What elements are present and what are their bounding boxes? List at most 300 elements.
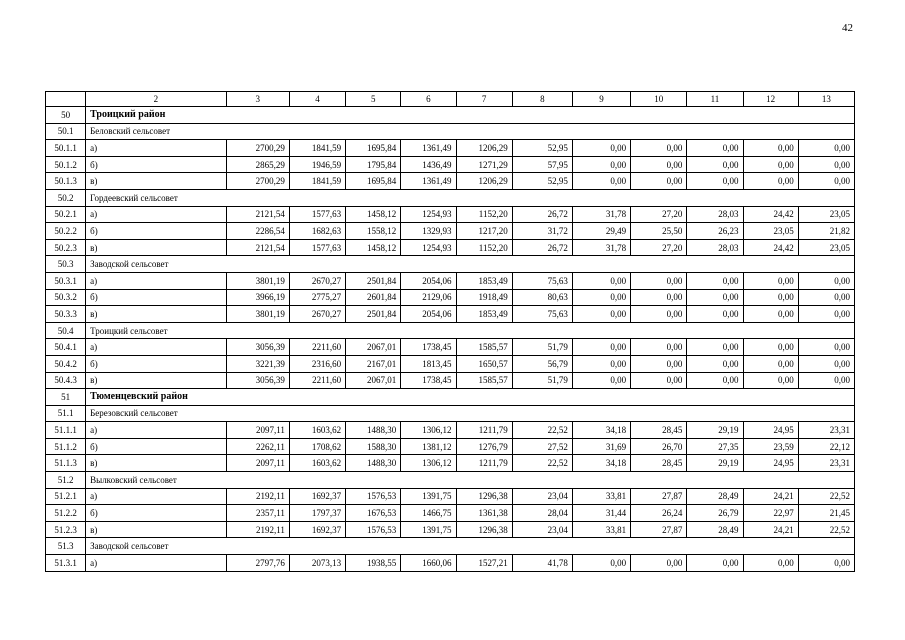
value-cell: 0,00 (687, 339, 743, 356)
value-cell: 1946,59 (289, 156, 345, 173)
value-cell: 1695,84 (346, 140, 401, 157)
value-cell: 1361,49 (401, 140, 456, 157)
value-cell: 0,00 (687, 306, 743, 323)
value-cell: 0,00 (631, 140, 687, 157)
value-cell: 2262,11 (226, 438, 289, 455)
value-cell: 22,12 (798, 438, 854, 455)
value-cell: 1206,29 (456, 140, 512, 157)
row-code: 50.2.2 (46, 223, 86, 240)
value-cell: 2501,84 (346, 272, 401, 289)
header-cell: 9 (572, 92, 630, 107)
variant-label: а) (86, 555, 227, 572)
row-code: 51.2.1 (46, 488, 86, 505)
value-cell: 1458,12 (346, 239, 401, 256)
value-cell: 24,95 (743, 422, 798, 439)
row-code: 50.1.1 (46, 140, 86, 157)
header-cell: 4 (289, 92, 345, 107)
value-cell: 0,00 (798, 272, 854, 289)
value-cell: 1576,53 (346, 521, 401, 538)
settlement-row (46, 123, 855, 140)
value-cell: 22,97 (743, 505, 798, 522)
value-cell: 1853,49 (456, 272, 512, 289)
table-row (46, 488, 855, 505)
value-cell: 0,00 (743, 555, 798, 572)
value-cell: 1329,93 (401, 223, 456, 240)
variant-label: в) (86, 239, 227, 256)
header-cell: 13 (798, 92, 854, 107)
value-cell: 2129,06 (401, 289, 456, 306)
value-cell: 1254,93 (401, 239, 456, 256)
value-cell: 0,00 (743, 289, 798, 306)
settlement-name: Вылковский сельсовет (86, 472, 855, 489)
table-row (46, 289, 855, 306)
value-cell: 51,79 (512, 339, 572, 356)
table-row (46, 239, 855, 256)
table-row (46, 306, 855, 323)
value-cell: 1841,59 (289, 140, 345, 157)
district-row (46, 389, 855, 406)
value-cell: 1797,37 (289, 505, 345, 522)
settlement-row (46, 256, 855, 273)
value-cell: 0,00 (572, 372, 630, 389)
value-cell: 0,00 (631, 272, 687, 289)
value-cell: 80,63 (512, 289, 572, 306)
value-cell: 27,20 (631, 239, 687, 256)
value-cell: 2670,27 (289, 306, 345, 323)
value-cell: 34,18 (572, 422, 630, 439)
value-cell: 0,00 (572, 140, 630, 157)
value-cell: 0,00 (572, 339, 630, 356)
value-cell: 22,52 (798, 521, 854, 538)
value-cell: 0,00 (687, 555, 743, 572)
value-cell: 24,42 (743, 239, 798, 256)
row-code: 51.1.2 (46, 438, 86, 455)
table-row (46, 521, 855, 538)
value-cell: 52,95 (512, 173, 572, 190)
value-cell: 2121,54 (226, 239, 289, 256)
value-cell: 51,79 (512, 372, 572, 389)
value-cell: 0,00 (743, 140, 798, 157)
value-cell: 0,00 (798, 555, 854, 572)
page-number: 42 (842, 22, 853, 34)
value-cell: 2192,11 (226, 488, 289, 505)
row-code: 51.1 (46, 405, 86, 422)
value-cell: 28,03 (687, 239, 743, 256)
value-cell: 2865,29 (226, 156, 289, 173)
variant-label: б) (86, 355, 227, 372)
header-cell: 7 (456, 92, 512, 107)
settlement-row (46, 322, 855, 339)
row-code: 50.1.3 (46, 173, 86, 190)
variant-label: б) (86, 156, 227, 173)
value-cell: 1676,53 (346, 505, 401, 522)
header-cell (46, 92, 86, 107)
value-cell: 1585,57 (456, 339, 512, 356)
table-row (46, 272, 855, 289)
variant-label: б) (86, 289, 227, 306)
value-cell: 1211,79 (456, 455, 512, 472)
row-code: 50.3.3 (46, 306, 86, 323)
value-cell: 75,63 (512, 306, 572, 323)
value-cell: 22,52 (798, 488, 854, 505)
value-cell: 26,23 (687, 223, 743, 240)
row-code: 50 (46, 107, 86, 124)
value-cell: 31,78 (572, 206, 630, 223)
value-cell: 1841,59 (289, 173, 345, 190)
value-cell: 1738,45 (401, 339, 456, 356)
table-row (46, 140, 855, 157)
value-cell: 23,05 (743, 223, 798, 240)
value-cell: 0,00 (631, 289, 687, 306)
value-cell: 1391,75 (401, 488, 456, 505)
value-cell: 0,00 (687, 272, 743, 289)
value-cell: 1381,12 (401, 438, 456, 455)
table-row (46, 206, 855, 223)
value-cell: 0,00 (572, 156, 630, 173)
row-code: 51.2.3 (46, 521, 86, 538)
variant-label: а) (86, 422, 227, 439)
value-cell: 56,79 (512, 355, 572, 372)
value-cell: 27,20 (631, 206, 687, 223)
value-cell: 23,04 (512, 488, 572, 505)
value-cell: 2316,60 (289, 355, 345, 372)
table-row (46, 339, 855, 356)
value-cell: 1577,63 (289, 239, 345, 256)
value-cell: 1738,45 (401, 372, 456, 389)
variant-label: в) (86, 455, 227, 472)
value-cell: 3221,39 (226, 355, 289, 372)
table-row (46, 372, 855, 389)
value-cell: 24,95 (743, 455, 798, 472)
value-cell: 1488,30 (346, 455, 401, 472)
value-cell: 2501,84 (346, 306, 401, 323)
value-cell: 1588,30 (346, 438, 401, 455)
value-cell: 26,79 (687, 505, 743, 522)
variant-label: а) (86, 272, 227, 289)
value-cell: 2700,29 (226, 140, 289, 157)
value-cell: 1577,63 (289, 206, 345, 223)
value-cell: 21,82 (798, 223, 854, 240)
value-cell: 1254,93 (401, 206, 456, 223)
value-cell: 3801,19 (226, 272, 289, 289)
value-cell: 24,21 (743, 488, 798, 505)
variant-label: а) (86, 206, 227, 223)
value-cell: 2067,01 (346, 339, 401, 356)
value-cell: 0,00 (572, 355, 630, 372)
value-cell: 2054,06 (401, 272, 456, 289)
row-code: 50.4 (46, 322, 86, 339)
settlement-row (46, 405, 855, 422)
table-row (46, 223, 855, 240)
header-cell: 10 (631, 92, 687, 107)
value-cell: 1152,20 (456, 206, 512, 223)
settlement-row (46, 189, 855, 206)
value-cell: 0,00 (687, 140, 743, 157)
value-cell: 1692,37 (289, 521, 345, 538)
value-cell: 29,49 (572, 223, 630, 240)
value-cell: 2601,84 (346, 289, 401, 306)
row-code: 50.2.3 (46, 239, 86, 256)
value-cell: 33,81 (572, 521, 630, 538)
value-cell: 1576,53 (346, 488, 401, 505)
header-cell: 12 (743, 92, 798, 107)
settlement-name: Троицкий сельсовет (86, 322, 855, 339)
value-cell: 26,24 (631, 505, 687, 522)
header-cell: 5 (346, 92, 401, 107)
value-cell: 0,00 (687, 156, 743, 173)
district-row (46, 107, 855, 124)
value-cell: 1306,12 (401, 422, 456, 439)
value-cell: 1692,37 (289, 488, 345, 505)
value-cell: 2670,27 (289, 272, 345, 289)
value-cell: 28,45 (631, 422, 687, 439)
value-cell: 2211,60 (289, 372, 345, 389)
value-cell: 1603,62 (289, 422, 345, 439)
value-cell: 0,00 (572, 306, 630, 323)
value-cell: 1708,62 (289, 438, 345, 455)
value-cell: 24,21 (743, 521, 798, 538)
value-cell: 1296,38 (456, 488, 512, 505)
value-cell: 1276,79 (456, 438, 512, 455)
value-cell: 26,72 (512, 206, 572, 223)
header-cell: 2 (86, 92, 227, 107)
value-cell: 23,05 (798, 239, 854, 256)
header-cell: 3 (226, 92, 289, 107)
table-row (46, 555, 855, 572)
value-cell: 29,19 (687, 455, 743, 472)
row-code: 51.2 (46, 472, 86, 489)
value-cell: 27,52 (512, 438, 572, 455)
value-cell: 2700,29 (226, 173, 289, 190)
value-cell: 1558,12 (346, 223, 401, 240)
district-name: Тюменцевский район (86, 389, 855, 406)
row-code: 50.3.1 (46, 272, 86, 289)
value-cell: 2054,06 (401, 306, 456, 323)
value-cell: 1458,12 (346, 206, 401, 223)
value-cell: 27,35 (687, 438, 743, 455)
value-cell: 0,00 (687, 355, 743, 372)
row-code: 50.2 (46, 189, 86, 206)
value-cell: 2192,11 (226, 521, 289, 538)
value-cell: 1271,29 (456, 156, 512, 173)
row-code: 50.1 (46, 123, 86, 140)
value-cell: 1682,63 (289, 223, 345, 240)
settlement-name: Беловский сельсовет (86, 123, 855, 140)
table-row (46, 505, 855, 522)
variant-label: а) (86, 339, 227, 356)
value-cell: 23,31 (798, 455, 854, 472)
variant-label: б) (86, 505, 227, 522)
value-cell: 1650,57 (456, 355, 512, 372)
value-cell: 2097,11 (226, 455, 289, 472)
value-cell: 0,00 (631, 339, 687, 356)
value-cell: 0,00 (743, 306, 798, 323)
value-cell: 2097,11 (226, 422, 289, 439)
value-cell: 1527,21 (456, 555, 512, 572)
value-cell: 0,00 (572, 272, 630, 289)
value-cell: 1918,49 (456, 289, 512, 306)
value-cell: 28,49 (687, 521, 743, 538)
value-cell: 1660,06 (401, 555, 456, 572)
value-cell: 0,00 (631, 156, 687, 173)
value-cell: 25,50 (631, 223, 687, 240)
tariff-table (45, 91, 855, 572)
settlement-row (46, 472, 855, 489)
value-cell: 0,00 (798, 372, 854, 389)
value-cell: 1361,38 (456, 505, 512, 522)
value-cell: 1795,84 (346, 156, 401, 173)
value-cell: 57,95 (512, 156, 572, 173)
value-cell: 1391,75 (401, 521, 456, 538)
value-cell: 1853,49 (456, 306, 512, 323)
value-cell: 1938,55 (346, 555, 401, 572)
value-cell: 1296,38 (456, 521, 512, 538)
value-cell: 1813,45 (401, 355, 456, 372)
table-row (46, 455, 855, 472)
value-cell: 0,00 (631, 372, 687, 389)
value-cell: 0,00 (572, 173, 630, 190)
value-cell: 23,04 (512, 521, 572, 538)
row-code: 51.3 (46, 538, 86, 555)
value-cell: 23,31 (798, 422, 854, 439)
value-cell: 0,00 (798, 339, 854, 356)
row-code: 50.3 (46, 256, 86, 273)
value-cell: 0,00 (687, 372, 743, 389)
settlement-name: Березовский сельсовет (86, 405, 855, 422)
value-cell: 2073,13 (289, 555, 345, 572)
value-cell: 27,87 (631, 521, 687, 538)
row-code: 51.2.2 (46, 505, 86, 522)
value-cell: 31,78 (572, 239, 630, 256)
value-cell: 31,72 (512, 223, 572, 240)
variant-label: в) (86, 521, 227, 538)
row-code: 50.4.3 (46, 372, 86, 389)
value-cell: 26,70 (631, 438, 687, 455)
value-cell: 0,00 (631, 173, 687, 190)
value-cell: 2797,76 (226, 555, 289, 572)
value-cell: 0,00 (743, 156, 798, 173)
value-cell: 27,87 (631, 488, 687, 505)
value-cell: 1585,57 (456, 372, 512, 389)
value-cell: 1217,20 (456, 223, 512, 240)
table-row (46, 156, 855, 173)
row-code: 51 (46, 389, 86, 406)
value-cell: 1603,62 (289, 455, 345, 472)
value-cell: 0,00 (631, 355, 687, 372)
header-cell: 11 (687, 92, 743, 107)
value-cell: 0,00 (572, 555, 630, 572)
value-cell: 2775,27 (289, 289, 345, 306)
value-cell: 0,00 (798, 355, 854, 372)
value-cell: 2121,54 (226, 206, 289, 223)
variant-label: а) (86, 140, 227, 157)
value-cell: 1361,49 (401, 173, 456, 190)
variant-label: а) (86, 488, 227, 505)
row-code: 50.1.2 (46, 156, 86, 173)
settlement-name: Заводской сельсовет (86, 538, 855, 555)
value-cell: 24,42 (743, 206, 798, 223)
value-cell: 28,45 (631, 455, 687, 472)
value-cell: 33,81 (572, 488, 630, 505)
value-cell: 0,00 (743, 372, 798, 389)
value-cell: 0,00 (743, 272, 798, 289)
header-cell: 8 (512, 92, 572, 107)
row-code: 50.3.2 (46, 289, 86, 306)
variant-label: в) (86, 306, 227, 323)
value-cell: 0,00 (798, 156, 854, 173)
value-cell: 34,18 (572, 455, 630, 472)
value-cell: 0,00 (687, 173, 743, 190)
settlement-name: Заводской сельсовет (86, 256, 855, 273)
value-cell: 0,00 (798, 306, 854, 323)
value-cell: 1206,29 (456, 173, 512, 190)
value-cell: 2357,11 (226, 505, 289, 522)
table-row (46, 438, 855, 455)
value-cell: 75,63 (512, 272, 572, 289)
value-cell: 1211,79 (456, 422, 512, 439)
value-cell: 28,03 (687, 206, 743, 223)
row-code: 50.2.1 (46, 206, 86, 223)
value-cell: 28,04 (512, 505, 572, 522)
value-cell: 1152,20 (456, 239, 512, 256)
row-code: 51.1.1 (46, 422, 86, 439)
value-cell: 0,00 (743, 339, 798, 356)
variant-label: б) (86, 438, 227, 455)
value-cell: 52,95 (512, 140, 572, 157)
value-cell: 1695,84 (346, 173, 401, 190)
value-cell: 26,72 (512, 239, 572, 256)
value-cell: 28,49 (687, 488, 743, 505)
value-cell: 0,00 (687, 289, 743, 306)
value-cell: 0,00 (798, 289, 854, 306)
row-code: 51.1.3 (46, 455, 86, 472)
value-cell: 22,52 (512, 455, 572, 472)
variant-label: в) (86, 173, 227, 190)
value-cell: 22,52 (512, 422, 572, 439)
table-row (46, 173, 855, 190)
value-cell: 1306,12 (401, 455, 456, 472)
value-cell: 23,59 (743, 438, 798, 455)
value-cell: 23,05 (798, 206, 854, 223)
row-code: 50.4.1 (46, 339, 86, 356)
row-code: 50.4.2 (46, 355, 86, 372)
value-cell: 31,44 (572, 505, 630, 522)
value-cell: 0,00 (572, 289, 630, 306)
value-cell: 0,00 (798, 140, 854, 157)
value-cell: 2167,01 (346, 355, 401, 372)
value-cell: 3801,19 (226, 306, 289, 323)
value-cell: 2211,60 (289, 339, 345, 356)
table-row (46, 422, 855, 439)
variant-label: б) (86, 223, 227, 240)
value-cell: 0,00 (743, 173, 798, 190)
row-code: 51.3.1 (46, 555, 86, 572)
value-cell: 29,19 (687, 422, 743, 439)
value-cell: 3056,39 (226, 372, 289, 389)
table-header-row (46, 92, 855, 107)
variant-label: в) (86, 372, 227, 389)
value-cell: 0,00 (631, 306, 687, 323)
value-cell: 1488,30 (346, 422, 401, 439)
value-cell: 31,69 (572, 438, 630, 455)
value-cell: 3056,39 (226, 339, 289, 356)
settlement-name: Гордеевский сельсовет (86, 189, 855, 206)
value-cell: 0,00 (631, 555, 687, 572)
district-name: Троицкий район (86, 107, 855, 124)
value-cell: 2067,01 (346, 372, 401, 389)
value-cell: 41,78 (512, 555, 572, 572)
value-cell: 1466,75 (401, 505, 456, 522)
